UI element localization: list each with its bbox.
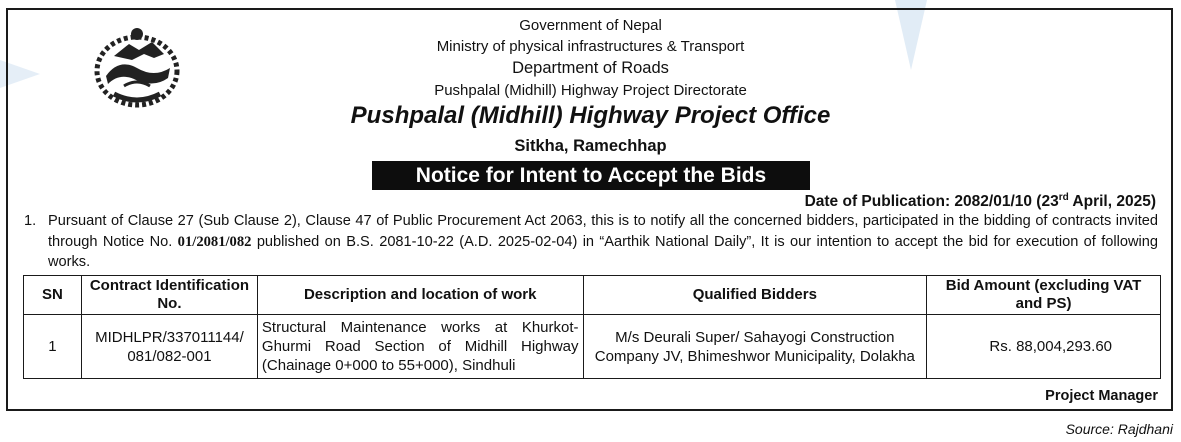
cell-description: Structural Maintenance works at Khurkot-Ghurmi Road Section of Midhill Highway (Chainage 0+000 to 55+000), Sindhuli bbox=[257, 315, 583, 379]
header-bidders: Qualified Bidders bbox=[583, 276, 927, 315]
cell-bidders: M/s Deurali Super/ Sahayogi Construction Company JV, Bhimeshwor Municipality, Dolakha bbox=[583, 315, 927, 379]
notice-title: Notice for Intent to Accept the Bids bbox=[372, 161, 810, 190]
paragraph-number: 1. bbox=[24, 213, 37, 229]
header-amount: Bid Amount (excluding VAT and PS) bbox=[927, 276, 1161, 315]
office-title: Pushpalal (Midhill) Highway Project Office bbox=[350, 102, 831, 129]
source-credit: Source: Rajdhani bbox=[1065, 421, 1173, 437]
government-line: Government of Nepal bbox=[519, 17, 662, 34]
cell-sn: 1 bbox=[24, 315, 82, 379]
ministry-line: Ministry of physical infrastructures & Transport bbox=[436, 38, 745, 55]
bids-table bbox=[23, 275, 1161, 379]
office-location: Sitkha, Ramechhap bbox=[514, 137, 667, 155]
cell-contract: MIDHLPR/337011144/ 081/082-001 bbox=[81, 315, 257, 379]
header-description: Description and location of work bbox=[257, 276, 583, 315]
cell-amount: Rs. 88,004,293.60 bbox=[927, 315, 1161, 379]
header-sn: SN bbox=[24, 276, 82, 315]
publication-date: Date of Publication: 2082/01/10 (23rd April, 2025) bbox=[804, 192, 1156, 211]
signatory: Project Manager bbox=[1045, 388, 1158, 404]
notice-paragraph: Pursuant of Clause 27 (Sub Clause 2), Clause 47 of Public Procurement Act 2063, this is to notify all the concerned bidders, participated in the bidding of contracts invited through Notice No. 01/2081/082 published on B.S. 2081-10-22 (A.D. 2025-02-04) in “Aarthik National Daily”, It is our intention to accept the bid for execution of following works. bbox=[48, 213, 1158, 270]
table-row bbox=[24, 315, 1161, 379]
header-contract: Contract Identification No. bbox=[81, 276, 257, 315]
department-line: Department of Roads bbox=[512, 59, 669, 77]
table-header-row bbox=[24, 276, 1161, 315]
directorate-line: Pushpalal (Midhill) Highway Project Directorate bbox=[434, 82, 747, 99]
notice-number: 01/2081/082 bbox=[177, 233, 252, 250]
